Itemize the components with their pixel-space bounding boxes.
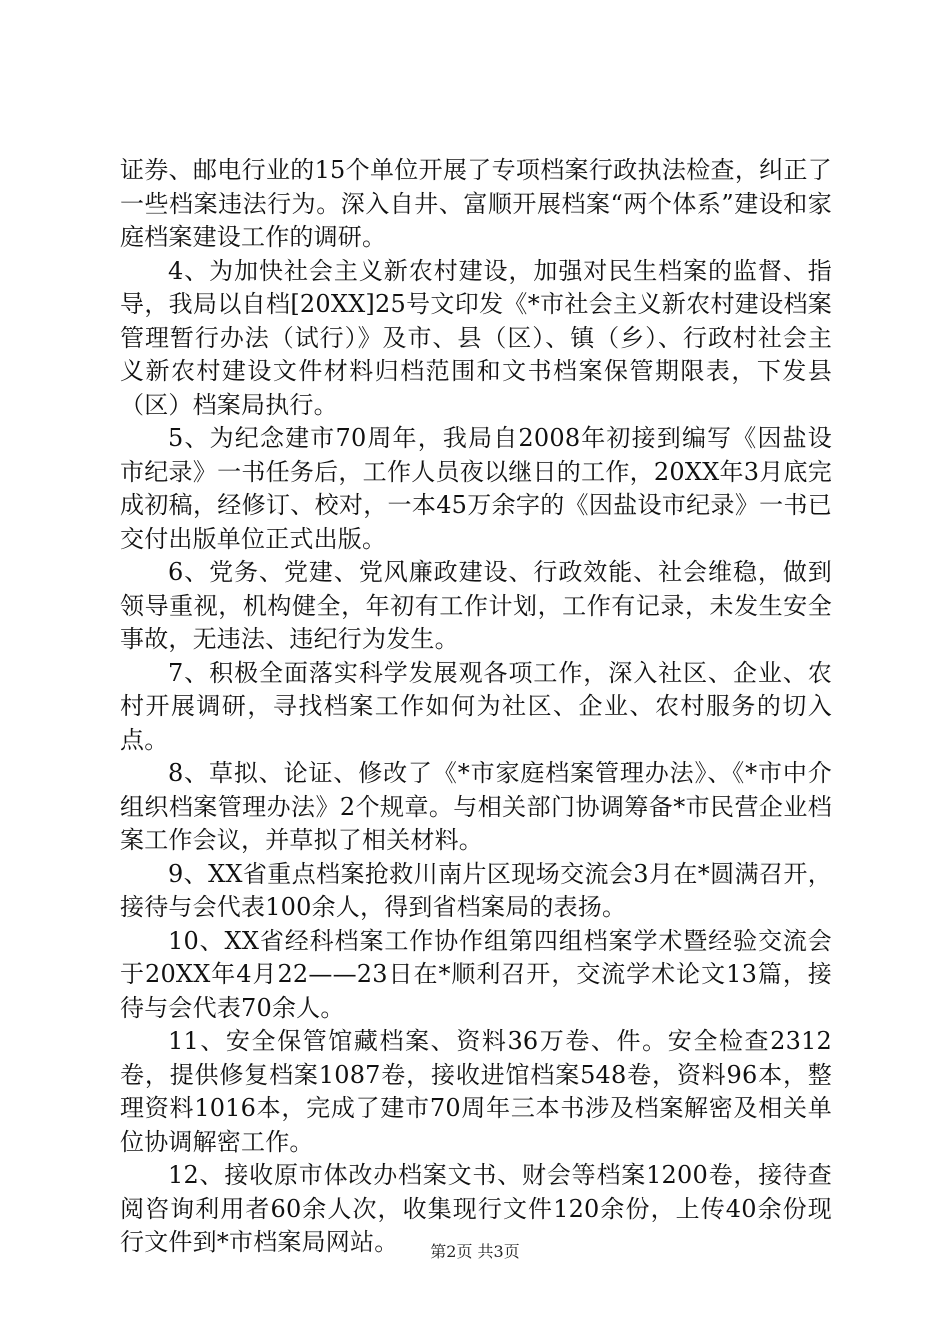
paragraph-item-6: 6、党务、党建、党风廉政建设、行政效能、社会维稳，做到领导重视，机构健全，年初有工作计划，工作有记录，未发生安全事故，无违法、违纪行为发生。 <box>120 558 832 653</box>
paragraph-item-9: 9、XX省重点档案抢救川南片区现场交流会3月在*圆满召开，接待与会代表100余人，得到省档案局的表扬。 <box>120 859 832 921</box>
page-number-label: 第2页 共3页 <box>430 1242 520 1261</box>
paragraph-item-5: 5、为纪念建市70周年，我局自2008年初接到编写《因盐设市纪录》一书任务后，工作人员夜以继日的工作，20XX年3月底完成初稿，经修订、校对，一本45万余字的《因盐设市纪录》一书已交付出版单位正式出版。 <box>120 424 832 553</box>
paragraph-item-8: 8、草拟、论证、修改了《*市家庭档案管理办法》、《*市中介组织档案管理办法》2个规章。与相关部门协调筹备*市民营企业档案工作会议，并草拟了相关材料。 <box>120 759 832 854</box>
paragraph-item-7: 7、积极全面落实科学发展观各项工作，深入社区、企业、农村开展调研，寻找档案工作如何为社区、企业、农村服务的切入点。 <box>120 658 832 754</box>
page-footer <box>0 1242 950 1262</box>
paragraph-continuation: 证券、邮电行业的15个单位开展了专项档案行政执法检查，纠正了一些档案违法行为。深入自井、富顺开展档案“两个体系”建设和家庭档案建设工作的调研。 <box>120 156 832 251</box>
paragraph-item-11: 11、安全保管馆藏档案、资料36万卷、件。安全检查2312卷，提供修复档案1087卷，接收进馆档案548卷，资料96本，整理资料1016本，完成了建市70周年三本书涉及档案解密及相关单位协调解密工作。 <box>120 1027 832 1156</box>
document-body <box>120 154 832 1260</box>
paragraph-item-12: 12、接收原市体改办档案文书、财会等档案1200卷，接待查阅咨询利用者60余人次，收集现行文件120余份，上传40余份现行文件到*市档案局网站。 <box>120 1161 832 1256</box>
paragraph-item-4: 4、为加快社会主义新农村建设，加强对民生档案的监督、指导，我局以自档[20XX]25号文印发《*市社会主义新农村建设档案管理暂行办法（试行）》及市、县（区）、镇（乡）、行政村社会主义新农村建设文件材料归档范围和文书档案保管期限表，下发县（区）档案局执行。 <box>120 256 832 419</box>
paragraph-item-10: 10、XX省经科档案工作协作组第四组档案学术暨经验交流会于20XX年4月22——23日在*顺利召开，交流学术论文13篇，接待与会代表70余人。 <box>120 926 832 1022</box>
